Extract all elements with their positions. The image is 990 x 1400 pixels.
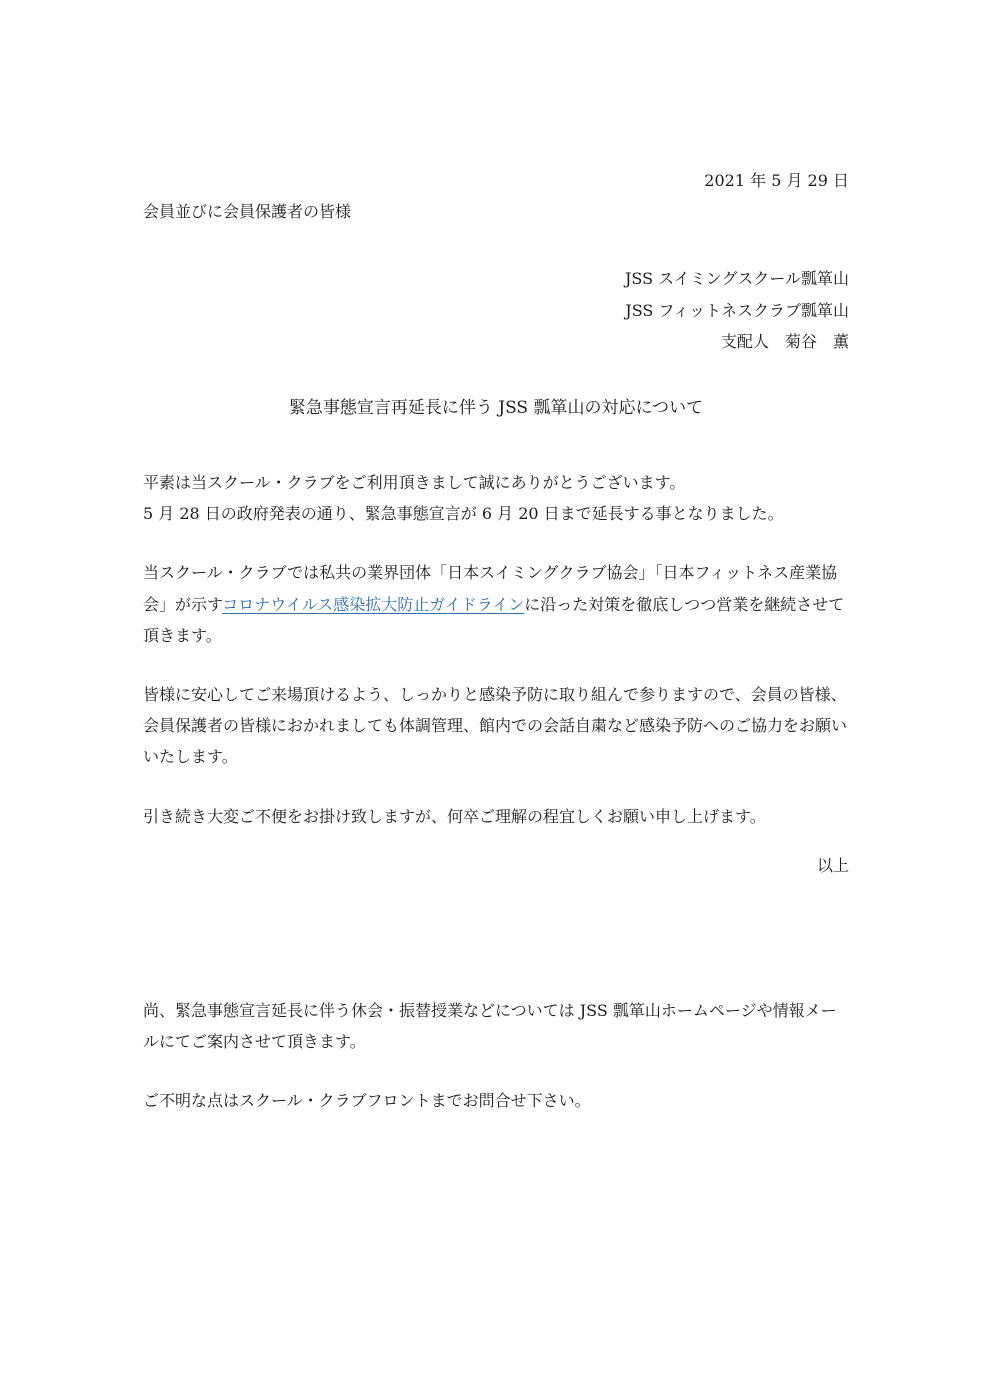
greeting-line: 平素は当スクール・クラブをご利用頂きまして誠にありがとうございます。 [143, 473, 686, 493]
paragraph-apology: 引き続き大変ご不便をお掛け致しますが、何卒ご理解の程宜しくお願い申し上げます。 [143, 806, 766, 826]
note-homepage: 尚、緊急事態宣言延長に伴う休会・振替授業などについては JSS 瓢箪山ホームページや情報メールにてご案内させて頂きます。 [143, 1000, 837, 1052]
document-date: 2021 年 5 月 29 日 [704, 171, 849, 190]
announcement-line: 5 月 28 日の政府発表の通り、緊急事態宣言が 6 月 20 日まで延長する事となりました。 [143, 504, 784, 524]
note-contact: ご不明な点はスクール・クラブフロントまでお問合せ下さい。 [143, 1091, 591, 1111]
sender-manager: 支配人 菊谷 薫 [720, 331, 849, 351]
recipient-line: 会員並びに会員保護者の皆様 [143, 202, 352, 222]
guideline-link[interactable]: コロナウイルス感染拡大防止ガイドライン [222, 594, 525, 614]
sender-fitness-club: JSS フィットネスクラブ瓢箪山 [625, 300, 849, 320]
document-title: 緊急事態宣言再延長に伴う JSS 瓢箪山の対応について [288, 397, 704, 418]
sender-swimming-school: JSS スイミングスクール瓢箪山 [624, 269, 849, 289]
guideline-text-before: 当スクール・クラブでは私共の業界団体「日本スイミングクラブ協会」「日本フィットネス産業協会」が示す [143, 563, 838, 614]
guideline-text-after: に沿った対策を徹底しつつ営業を継続させて頂きます。 [143, 594, 845, 645]
paragraph-request: 皆様に安心してご来場頂けるよう、しっかりと感染予防に取り組んで参りますので、会員の皆様、会員保護者の皆様におかれましても体調管理、館内での会話自粛など感染予防へのご協力をお願いいたします。 [143, 685, 848, 767]
sender-block [143, 263, 849, 357]
paragraph-greeting [143, 467, 849, 529]
paragraph-guideline [143, 557, 849, 651]
document-page [143, 165, 849, 1117]
closing-mark: 以上 [816, 855, 849, 875]
